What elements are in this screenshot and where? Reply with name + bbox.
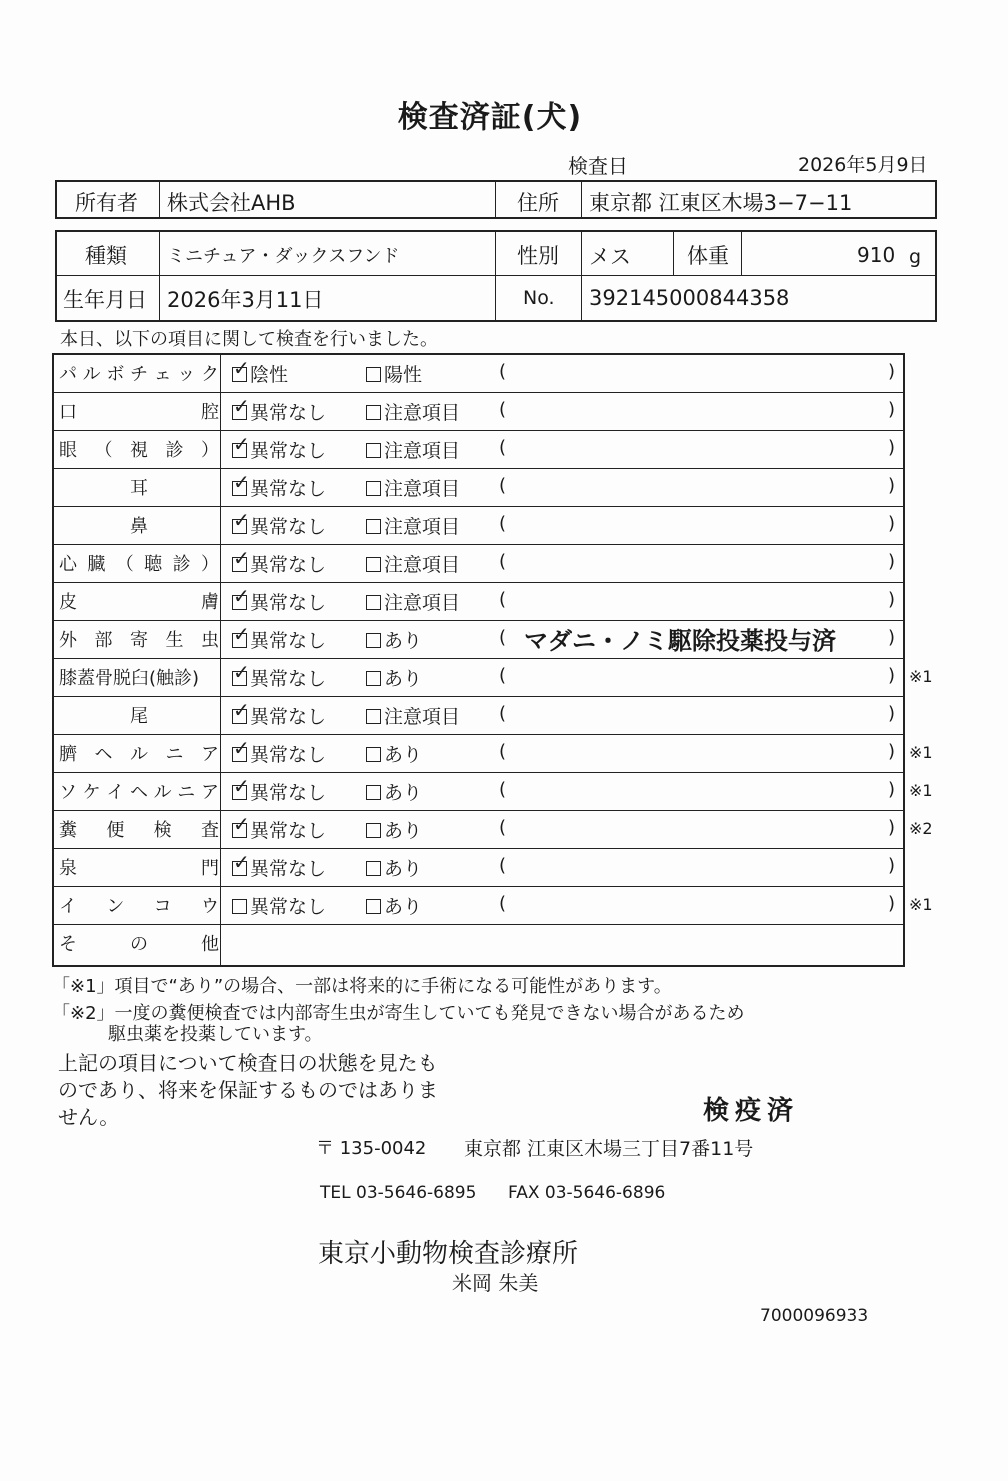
option-ok-label: 異常なし xyxy=(250,516,327,538)
inspection-date-label: 検査日 xyxy=(568,154,628,178)
option-issue-label: 陽性 xyxy=(384,364,423,386)
option-issue[interactable] xyxy=(366,854,422,881)
checklist-row xyxy=(54,925,903,963)
paren-close: ) xyxy=(888,741,896,762)
option-ok-label: 異常なし xyxy=(250,402,327,424)
checklist-row xyxy=(54,849,903,887)
check-mark-icon: ✓ xyxy=(233,394,250,418)
row-label: 外 部 寄 生 虫 xyxy=(59,630,219,651)
paren-close: ) xyxy=(888,817,896,838)
clinic-fax: FAX 03-5646-6896 xyxy=(508,1183,666,1203)
option-issue[interactable] xyxy=(366,512,460,539)
checkbox-icon[interactable] xyxy=(366,861,381,876)
option-ok[interactable] xyxy=(232,470,327,501)
check-mark-icon: ✓ xyxy=(233,508,250,532)
clinic-address: 東京都 江東区木場三丁目7番11号 xyxy=(464,1138,754,1160)
checklist-row xyxy=(54,659,933,697)
checkbox-icon[interactable] xyxy=(232,584,250,610)
option-ok[interactable] xyxy=(232,546,327,577)
option-issue[interactable] xyxy=(366,474,460,501)
option-ok-label: 異常なし xyxy=(250,668,327,690)
row-label: イ ン コ ウ xyxy=(59,896,219,917)
paren-close: ) xyxy=(888,551,896,572)
option-issue[interactable] xyxy=(366,360,422,387)
option-issue-label: あり xyxy=(384,858,423,880)
inspection-date: 2026年5月9日 xyxy=(798,154,928,176)
checkbox-icon[interactable] xyxy=(232,899,247,914)
checkbox-icon[interactable] xyxy=(366,557,381,572)
quarantine-stamp: 検疫済 xyxy=(703,1096,800,1126)
option-ok-label: 異常なし xyxy=(250,782,327,804)
row-label: 眼 （ 視 診 ） xyxy=(59,440,219,461)
checkbox-icon[interactable] xyxy=(232,660,250,686)
note-2: 「※2」一度の糞便検査では内部寄生虫が寄生していても発見できない場合があるため xyxy=(52,1003,745,1024)
checklist-row xyxy=(54,773,933,811)
option-ok[interactable] xyxy=(232,812,327,843)
option-ok[interactable] xyxy=(232,584,327,615)
option-issue-label: 注意項目 xyxy=(384,440,461,462)
row-label: 膝蓋骨脱臼(触診) xyxy=(59,668,200,689)
option-ok[interactable] xyxy=(232,736,327,767)
checkbox-icon[interactable] xyxy=(366,519,381,534)
option-ok-label: 異常なし xyxy=(250,440,327,462)
row-label: そ の 他 xyxy=(59,934,219,955)
paren-open: ( xyxy=(499,437,507,458)
paren-close: ) xyxy=(888,893,896,914)
option-issue-label: あり xyxy=(384,744,423,766)
option-ok[interactable] xyxy=(232,622,327,653)
checkbox-icon[interactable] xyxy=(232,394,250,420)
row-label: 尾 xyxy=(130,706,148,727)
option-ok-label: 異常なし xyxy=(250,744,327,766)
paren-close: ) xyxy=(888,437,896,458)
paren-close: ) xyxy=(888,361,896,382)
checkbox-icon[interactable] xyxy=(366,671,381,686)
option-ok-label: 陰性 xyxy=(250,364,289,386)
serial-number: 7000096933 xyxy=(760,1306,869,1326)
paren-open: ( xyxy=(499,589,507,610)
clinic-name: 東京小動物検査診療所 xyxy=(318,1239,579,1269)
note-1: 「※1」項目で“あり”の場合、一部は将来的に手術になる可能性があります。 xyxy=(52,976,672,997)
checkbox-icon[interactable] xyxy=(232,508,250,534)
notice-text: 本日、以下の項目に関して検査を行いました。 xyxy=(60,329,438,350)
checkbox-icon[interactable] xyxy=(232,470,250,496)
option-ok-label: 異常なし xyxy=(250,592,327,614)
checkbox-icon[interactable] xyxy=(232,356,250,382)
checkbox-icon[interactable] xyxy=(232,622,250,648)
checkbox-icon[interactable] xyxy=(366,367,381,382)
checkbox-icon[interactable] xyxy=(232,736,250,762)
option-issue-label: あり xyxy=(384,896,423,918)
row-label: 臍 ヘ ル ニ ア xyxy=(59,744,219,765)
checklist-row xyxy=(54,355,903,393)
row-label: パ ル ボ チ ェ ッ ク xyxy=(59,364,219,385)
paren-open: ( xyxy=(499,817,507,838)
checklist-row xyxy=(54,393,903,431)
checklist-row xyxy=(54,697,903,735)
option-ok[interactable] xyxy=(232,356,289,387)
paren-close: ) xyxy=(888,665,896,686)
clinic-tel: TEL 03-5646-6895 xyxy=(320,1183,477,1203)
option-issue[interactable] xyxy=(366,778,422,805)
checkbox-icon[interactable] xyxy=(232,812,250,838)
option-ok[interactable] xyxy=(232,774,327,805)
option-ok[interactable] xyxy=(232,660,327,691)
checkbox-icon[interactable] xyxy=(366,481,381,496)
option-issue[interactable] xyxy=(366,398,460,425)
option-ok[interactable] xyxy=(232,698,327,729)
checklist-row xyxy=(54,811,933,849)
checkbox-icon[interactable] xyxy=(232,774,250,800)
option-issue-label: あり xyxy=(384,782,423,804)
paren-open: ( xyxy=(499,855,507,876)
checkbox-icon[interactable] xyxy=(366,443,381,458)
row-note-mark: ※1 xyxy=(909,667,933,686)
check-mark-icon: ✓ xyxy=(233,432,250,456)
breed-label: 種類 xyxy=(85,244,127,268)
row-label: 口 腔 xyxy=(59,402,219,423)
paren-close: ) xyxy=(888,627,896,648)
weight-unit: g xyxy=(909,246,922,268)
option-issue[interactable] xyxy=(366,816,422,843)
check-mark-icon: ✓ xyxy=(233,470,250,494)
option-issue[interactable] xyxy=(366,892,422,919)
checklist-row xyxy=(54,545,903,583)
check-mark-icon: ✓ xyxy=(233,584,250,608)
option-ok-label: 異常なし xyxy=(250,630,327,652)
checkbox-icon[interactable] xyxy=(366,405,381,420)
paren-close: ) xyxy=(888,779,896,800)
checkbox-icon[interactable] xyxy=(366,747,381,762)
checklist-table xyxy=(52,353,933,967)
option-issue[interactable] xyxy=(366,702,460,729)
option-issue-label: 注意項目 xyxy=(384,402,461,424)
option-issue[interactable] xyxy=(366,588,460,615)
paren-close: ) xyxy=(888,513,896,534)
animal-box xyxy=(55,230,937,322)
checklist-row xyxy=(54,735,933,773)
option-issue[interactable] xyxy=(366,664,422,691)
paren-open: ( xyxy=(499,399,507,420)
option-ok-label: 異常なし xyxy=(250,896,327,918)
option-ok-label: 異常なし xyxy=(250,706,327,728)
option-issue-label: あり xyxy=(384,668,423,690)
row-detail: マダニ・ノミ駆除投薬投与済 xyxy=(524,627,836,655)
option-ok-label: 異常なし xyxy=(250,554,327,576)
breed-value: ミニチュア・ダックスフンド xyxy=(167,246,400,267)
owner-label: 所有者 xyxy=(75,191,138,215)
row-note-mark: ※1 xyxy=(909,743,933,762)
checkbox-icon[interactable] xyxy=(366,899,381,914)
number-value: 392145000844358 xyxy=(589,286,790,310)
row-note-mark: ※1 xyxy=(909,895,933,914)
row-note-mark: ※1 xyxy=(909,781,933,800)
check-mark-icon: ✓ xyxy=(233,850,250,874)
checkbox-icon[interactable] xyxy=(366,823,381,838)
checkbox-icon[interactable] xyxy=(232,546,250,572)
paren-open: ( xyxy=(499,627,507,648)
paren-open: ( xyxy=(499,741,507,762)
paren-open: ( xyxy=(499,513,507,534)
birth-value: 2026年3月11日 xyxy=(167,288,324,312)
option-ok[interactable] xyxy=(232,850,327,881)
row-label: 泉 門 xyxy=(59,858,219,879)
paren-open: ( xyxy=(499,703,507,724)
check-mark-icon: ✓ xyxy=(233,356,250,380)
option-ok-label: 異常なし xyxy=(250,820,327,842)
checklist-row xyxy=(54,469,903,507)
checkbox-icon[interactable] xyxy=(366,633,381,648)
check-mark-icon: ✓ xyxy=(233,698,250,722)
disclaimer: 上記の項目について検査日の状態を見たものであり、将来を保証するものではありません。 xyxy=(58,1051,438,1129)
checkbox-icon[interactable] xyxy=(366,595,381,610)
check-mark-icon: ✓ xyxy=(233,774,250,798)
paren-close: ) xyxy=(888,475,896,496)
sex-value: メス xyxy=(589,245,631,269)
paren-open: ( xyxy=(499,779,507,800)
option-issue-label: あり xyxy=(384,630,423,652)
weight-label: 体重 xyxy=(687,244,729,268)
checklist-row xyxy=(54,431,903,469)
row-label: 皮 膚 xyxy=(59,592,219,613)
row-label: 耳 xyxy=(130,478,148,499)
address-label: 住所 xyxy=(517,191,559,215)
option-issue-label: 注意項目 xyxy=(384,516,461,538)
paren-open: ( xyxy=(499,893,507,914)
checkbox-icon[interactable] xyxy=(232,850,250,876)
paren-open: ( xyxy=(499,361,507,382)
option-issue-label: 注意項目 xyxy=(384,706,461,728)
checklist-row xyxy=(54,583,903,621)
check-mark-icon: ✓ xyxy=(233,546,250,570)
row-note-mark: ※2 xyxy=(909,819,933,838)
paren-open: ( xyxy=(499,665,507,686)
owner-box xyxy=(55,180,937,219)
option-ok-label: 異常なし xyxy=(250,858,327,880)
paren-open: ( xyxy=(499,475,507,496)
option-issue[interactable] xyxy=(366,436,460,463)
checkbox-icon[interactable] xyxy=(232,432,250,458)
row-label: 心 臓 （ 聴 診 ） xyxy=(59,554,219,575)
option-issue[interactable] xyxy=(366,740,422,767)
check-mark-icon: ✓ xyxy=(233,736,250,760)
option-issue[interactable] xyxy=(366,626,422,653)
option-ok[interactable] xyxy=(232,394,327,425)
paren-close: ) xyxy=(888,703,896,724)
checklist-row xyxy=(54,507,903,545)
birth-label: 生年月日 xyxy=(63,288,147,312)
option-ok-label: 異常なし xyxy=(250,478,327,500)
check-mark-icon: ✓ xyxy=(233,660,250,684)
option-ok[interactable] xyxy=(232,508,327,539)
clinic-postal: 〒 135-0042 xyxy=(316,1138,427,1159)
option-ok[interactable] xyxy=(232,432,327,463)
paren-close: ) xyxy=(888,399,896,420)
checklist-row xyxy=(54,621,903,659)
paren-close: ) xyxy=(888,589,896,610)
checklist-row xyxy=(54,887,933,925)
document-title: 検査済証(犬) xyxy=(397,100,583,135)
paren-open: ( xyxy=(499,551,507,572)
option-ok[interactable] xyxy=(232,892,326,919)
checkbox-icon[interactable] xyxy=(232,698,250,724)
option-issue[interactable] xyxy=(366,550,460,577)
owner-value: 株式会社AHB xyxy=(167,191,296,215)
checkbox-icon[interactable] xyxy=(366,785,381,800)
row-label: ソ ケ イ ヘ ル ニ ア xyxy=(59,782,219,803)
checkbox-icon[interactable] xyxy=(366,709,381,724)
option-issue-label: あり xyxy=(384,820,423,842)
check-mark-icon: ✓ xyxy=(233,812,250,836)
paren-close: ) xyxy=(888,855,896,876)
option-issue-label: 注意項目 xyxy=(384,592,461,614)
note-2-continued: 駆虫薬を投薬しています。 xyxy=(108,1024,323,1045)
row-label: 鼻 xyxy=(130,516,148,537)
address-value: 東京都 江東区木場3−7−11 xyxy=(589,191,853,215)
row-label: 糞 便 検 査 xyxy=(59,820,219,841)
weight-value: 910 xyxy=(857,243,896,267)
clinic-person: 米岡 朱美 xyxy=(452,1271,539,1295)
option-issue-label: 注意項目 xyxy=(384,554,461,576)
option-issue-label: 注意項目 xyxy=(384,478,461,500)
check-mark-icon: ✓ xyxy=(233,622,250,646)
number-label: No. xyxy=(523,287,555,309)
sex-label: 性別 xyxy=(517,244,559,268)
